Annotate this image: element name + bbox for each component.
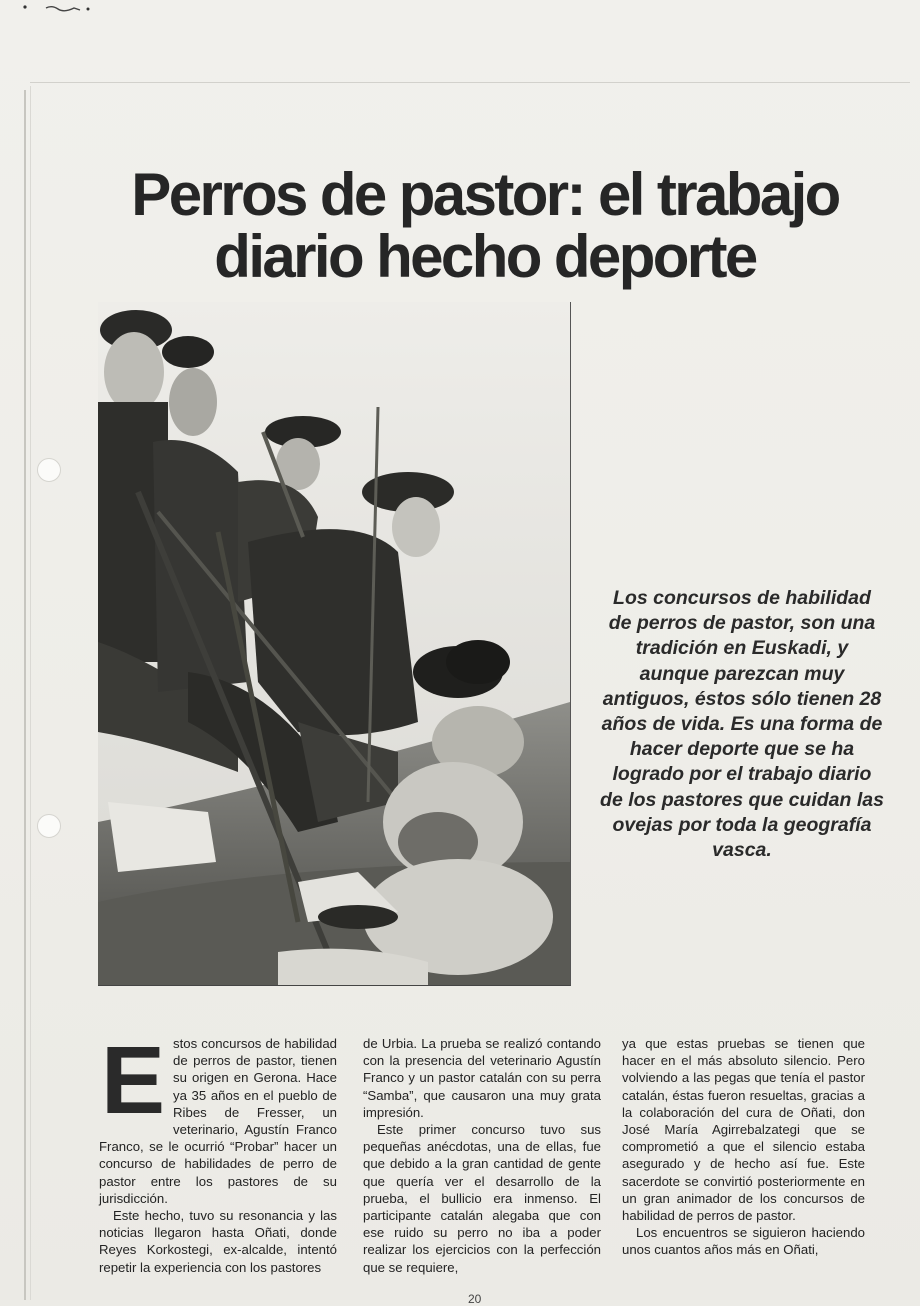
ink-mark (22, 4, 94, 12)
paragraph: de Urbia. La prueba se realizó contando con la presencia del veterinario Agustín Franco y un pastor catalán con su perra “Samba”, que causaron una muy grata impresión. (363, 1036, 601, 1120)
page-number: 20 (468, 1292, 482, 1306)
body-column-1 (99, 1027, 337, 1276)
binder-hole (37, 458, 61, 482)
paragraph: Los encuentros se siguieron haciendo unos cuantos años más en Oñati, (622, 1225, 865, 1258)
article-body (99, 1027, 865, 1275)
page-border-top (30, 82, 910, 83)
article-headline (90, 161, 880, 290)
page-border-left (24, 90, 26, 1300)
article-photo-shepherds-and-dogs (98, 302, 571, 986)
article-intro: Los concursos de habilidad de perros de pastor, son una tradición en Euskadi, y aunque parezcan muy antiguos, éstos sólo tienen 28 años de vida. Es una forma de hacer deporte que se ha logrado por el trabajo diario de los pastores que cuidan las ovejas por toda la geografía vasca. (600, 587, 884, 862)
binder-hole (37, 814, 61, 838)
body-column-3 (622, 1035, 865, 1259)
paragraph: Este hecho, tuvo su resonancia y las noticias llegaron hasta Oñati, donde Reyes Korkostegi, ex-alcalde, intentó repetir la experiencia con los pastores (99, 1208, 337, 1275)
page-border-left-inner (30, 86, 31, 1300)
body-column-2 (363, 1035, 601, 1276)
paragraph: Este primer concurso tuvo sus pequeñas anécdotas, una de ellas, fue que debido a la gran cantidad de gente que quería ver el desarrollo de la prueba, el bullicio era inmenso. El participante catalán alegaba que con ese ruido su perro no iba a poder realizar los ejercicios con la perfección que se requiere, (363, 1122, 601, 1275)
paragraph: stos concursos de habilidad de perros de pastor, tienen su origen en Gerona. Hace ya 35 años en el pueblo de Ribes de Fresser, un veterinario, Agustín Franco Franco, se le ocurrió “Probar” hacer un concurso de habilidades de perro de pastor entre los pastores de su jurisdicción. (99, 1036, 337, 1206)
paragraph: ya que estas pruebas se tienen que hacer en el más absoluto silencio. Pero volviendo a las pegas que tenía el pastor catalán, éstas fueron resueltas, gracias a la colaboración del cura de Oñati, don José María Agirrebalzategi que se comprometió a que el silencio estaba asegurado y de hecho así fue. Este sacerdote se convirtió posteriormente en un gran animador de los concursos de habilidad de perros de pastor. (622, 1036, 865, 1224)
headline-line-1: Perros de pastor: el trabajo (131, 161, 839, 228)
drop-cap: E (101, 1027, 166, 1134)
headline-line-2: diario hecho deporte (214, 223, 756, 290)
